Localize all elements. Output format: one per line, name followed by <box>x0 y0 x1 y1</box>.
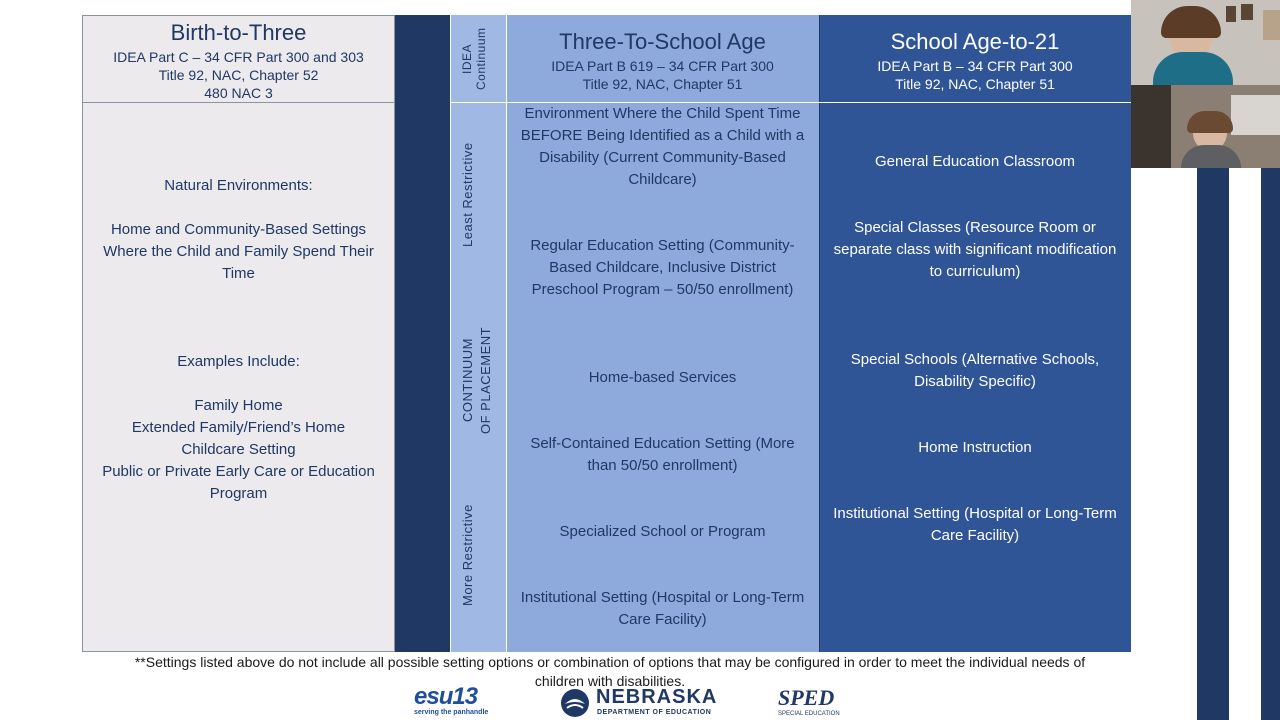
school-age-sub-2: Title 92, NAC, Chapter 51 <box>895 76 1055 92</box>
navy-divider-band <box>395 15 450 652</box>
setting-item: Institutional Setting (Hospital or Long-Term Care Facility) <box>520 589 805 628</box>
example-item: Family Home <box>194 397 283 414</box>
person-hair <box>1187 111 1233 133</box>
three-to-school-sub-2: Title 92, NAC, Chapter 51 <box>582 76 743 92</box>
setting-item: Special Classes (Resource Room or separate class with significant modification to curriculum) <box>833 219 1117 280</box>
example-item: Childcare Setting <box>181 441 296 458</box>
setting-item: General Education Classroom <box>874 153 1076 170</box>
sped-subtitle: SPECIAL EDUCATION <box>778 711 840 717</box>
setting-item: Institutional Setting (Hospital or Long-Term Care Facility) <box>833 505 1117 544</box>
least-restrictive-label: Least Restrictive <box>460 142 475 248</box>
birth-to-three-sub-1: IDEA Part C – 34 CFR Part 300 and 303 <box>113 49 364 65</box>
setting-item: Environment Where the Child Spent Time BEFORE Being Identified as a Child with a Disability (Current Community-Based Childcare) <box>520 105 805 188</box>
continuum-line-2: OF PLACEMENT <box>478 326 493 434</box>
esu13-tagline: serving the panhandle <box>414 709 489 716</box>
examples-heading: Examples Include: <box>177 353 300 370</box>
birth-to-three-sub-2: Title 92, NAC, Chapter 52 <box>158 67 319 83</box>
nde-subtitle: DEPARTMENT OF EDUCATION <box>597 709 712 716</box>
nebraska-seal-icon <box>560 688 590 718</box>
participant-video-2[interactable] <box>1131 85 1280 168</box>
birth-to-three-header <box>82 15 395 103</box>
continuum-line-1: CONTINUUM <box>460 338 475 422</box>
three-to-school-header <box>506 15 819 103</box>
three-to-school-title: Three-To-School Age <box>559 29 766 54</box>
setting-item: Home-based Services <box>588 369 737 386</box>
sped-wordmark: SPED <box>778 685 835 710</box>
placement-continuum-table <box>82 15 1131 652</box>
setting-item: Special Schools (Alternative Schools, Disability Specific) <box>850 351 1100 390</box>
example-item: Public or Private Early Care or Education Program <box>102 463 375 502</box>
birth-to-three-title: Birth-to-Three <box>170 20 307 45</box>
setting-item: Self-Contained Education Setting (More than 50/50 enrollment) <box>530 435 795 474</box>
school-age-column <box>819 15 1131 652</box>
esu13-wordmark: esu13 <box>414 683 478 710</box>
participant-video-1[interactable] <box>1131 0 1280 85</box>
footnote: **Settings listed above do not include all possible setting options or combination of options that may be configured in order to meet the individual needs of children with disabilities. <box>134 654 1086 689</box>
birth-to-three-column <box>82 15 395 652</box>
sped-logo <box>778 686 848 720</box>
idea-continuum-label: IDEA Continuum <box>460 27 488 91</box>
setting-item: Regular Education Setting (Community-Based Childcare, Inclusive District Preschool Program – 50/50 enrollment) <box>530 237 795 298</box>
birth-to-three-sub-3: 480 NAC 3 <box>204 85 273 101</box>
three-to-school-sub-1: IDEA Part B 619 – 34 CFR Part 300 <box>551 58 774 74</box>
esu13-logo <box>414 683 504 720</box>
school-age-header <box>819 15 1131 103</box>
natural-environments-heading: Natural Environments: <box>164 177 313 194</box>
bulletin-board <box>1263 10 1280 40</box>
example-item: Extended Family/Friend’s Home <box>131 419 346 436</box>
wall-frame <box>1226 6 1236 22</box>
setting-item: Home Instruction <box>918 439 1032 456</box>
school-age-title: School Age-to-21 <box>890 29 1060 54</box>
natural-environments-desc: Home and Community-Based Settings Where the Child and Family Spend Their Time <box>103 221 374 282</box>
whiteboard <box>1231 95 1280 135</box>
navy-stripe <box>1197 168 1229 720</box>
school-age-sub-1: IDEA Part B – 34 CFR Part 300 <box>877 58 1073 74</box>
nebraska-wordmark: NEBRASKA <box>596 686 718 708</box>
continuum-of-placement-label <box>460 315 496 445</box>
nebraska-doe-logo <box>560 686 725 720</box>
navy-stripe <box>1261 168 1280 720</box>
setting-item: Specialized School or Program <box>559 523 766 540</box>
dark-wall <box>1131 85 1171 168</box>
wall-frame <box>1241 4 1253 20</box>
more-restrictive-label: More Restrictive <box>460 504 475 606</box>
